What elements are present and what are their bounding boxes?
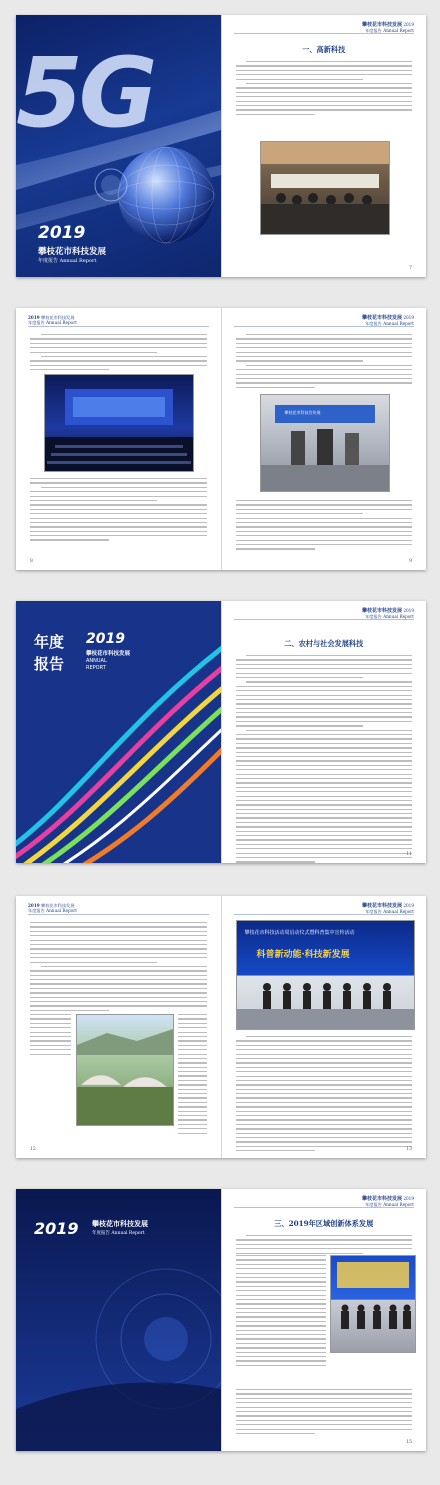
divider-word-top: 年度 xyxy=(34,633,65,651)
running-header: 攀枝花市科技发展 2019 年度报告 Annual Report xyxy=(361,22,414,33)
page-number: 11 xyxy=(406,852,412,857)
side-text xyxy=(30,1014,71,1058)
body-text xyxy=(236,1235,413,1257)
event-photo xyxy=(236,920,415,1030)
page-9 xyxy=(221,308,427,570)
spread-1 xyxy=(16,15,426,277)
meeting-photo-art xyxy=(261,142,389,234)
divider-page xyxy=(16,601,221,863)
section-title-2: 二、农村与社会发展科技 xyxy=(284,639,364,648)
running-header: 攀枝花市科技发展 2019 年度报告 Annual Report xyxy=(361,315,414,326)
back-title: 攀枝花市科技发展 xyxy=(92,1219,148,1228)
back-cover-page xyxy=(16,1189,221,1451)
running-header: 2019 攀枝花市科技发展 年度报告 Annual Report xyxy=(28,903,77,913)
section-title-3: 三、2019年区域创新体系发展 xyxy=(274,1219,374,1228)
page-13 xyxy=(221,896,427,1158)
page-number: 8 xyxy=(30,559,33,564)
body-text xyxy=(236,61,413,118)
section-title-1: 一、高新科技 xyxy=(302,45,346,54)
award-photo-art xyxy=(331,1256,415,1352)
running-header: 攀枝花市科技发展 2019 年度报告 Annual Report xyxy=(361,1196,414,1207)
event-banner: 攀枝花市科技活动周启动仪式暨科普集中宣传活动 xyxy=(244,930,355,936)
running-header: 攀枝花市科技发展 2019 年度报告 Annual Report xyxy=(361,608,414,619)
page-number: 15 xyxy=(406,1440,412,1445)
page-8 xyxy=(16,308,221,570)
page-number: 13 xyxy=(406,1147,412,1152)
running-header: 2019 攀枝花市科技发展 年度报告 Annual Report xyxy=(28,315,77,325)
cover-page xyxy=(16,15,221,277)
page-number: 7 xyxy=(409,266,412,271)
body-text-2 xyxy=(236,1389,413,1437)
back-subtitle: 年度报告 Annual Report xyxy=(92,1231,145,1236)
spread-2 xyxy=(16,308,426,570)
award-photo xyxy=(330,1255,416,1353)
body-text-2 xyxy=(30,478,207,544)
body-text xyxy=(236,655,413,863)
divider-title: 攀枝花市科技发展 xyxy=(86,651,131,657)
body-text xyxy=(30,334,207,374)
body-text xyxy=(236,334,413,391)
divider-word-bottom: 报告 xyxy=(34,655,65,673)
spread-4 xyxy=(16,896,426,1158)
conference-photo xyxy=(44,374,194,472)
exhibition-photo xyxy=(260,394,390,492)
cover-year: 2019 xyxy=(38,223,86,243)
page-number: 12 xyxy=(30,1147,36,1152)
side-text-2 xyxy=(178,1014,207,1137)
greenhouse-photo xyxy=(76,1014,174,1126)
cover-title: 攀枝花市科技发展 xyxy=(38,247,107,257)
conference-photo-art xyxy=(45,375,193,471)
side-text xyxy=(236,1255,327,1369)
page-7 xyxy=(221,15,427,277)
running-header: 攀枝花市科技发展 2019 年度报告 Annual Report xyxy=(361,903,414,914)
exhibition-photo-art xyxy=(261,395,389,491)
spread-3 xyxy=(16,601,426,863)
cover-subtitle: 年度报告 Annual Report xyxy=(38,258,97,264)
divider-year: 2019 xyxy=(86,631,125,647)
back-year: 2019 xyxy=(34,1219,79,1238)
event-photo-art xyxy=(237,921,414,1029)
body-text xyxy=(30,922,207,1014)
page-11 xyxy=(221,601,427,863)
divider-eng2: REPORT xyxy=(86,665,106,671)
cover-5g-text: 5G xyxy=(16,37,154,149)
page-15 xyxy=(221,1189,427,1451)
body-text xyxy=(236,1036,413,1155)
divider-eng1: ANNUAL xyxy=(86,658,107,664)
spread-5 xyxy=(16,1189,426,1451)
meeting-photo xyxy=(260,141,390,235)
body-text-2 xyxy=(236,500,413,553)
page-number: 9 xyxy=(409,559,412,564)
event-slogan: 科普新动能·科技新发展 xyxy=(256,950,350,960)
exhibit-signage: 攀枝花市科技宣传展 xyxy=(284,410,321,415)
page-12 xyxy=(16,896,221,1158)
greenhouse-photo-art xyxy=(77,1015,173,1125)
